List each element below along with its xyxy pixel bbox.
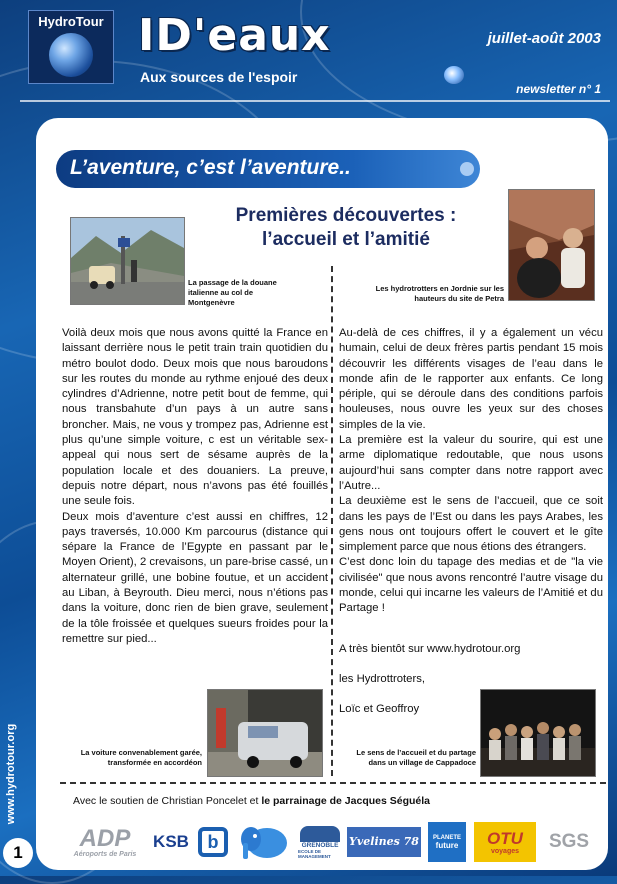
water-drop-icon (444, 66, 464, 84)
tagline: Aux sources de l'espoir (140, 69, 298, 85)
vertical-website (5, 720, 29, 830)
newsletter-brand: ID'eaux (138, 10, 331, 61)
sponsor-sgs-logo: SGS (548, 831, 590, 852)
photo-cappadocia-group (480, 689, 596, 777)
right-paragraph: La première est la valeur du sourire, qui est une arme diplomatique redoutable, que nous usons aujourd’hui sans compter dans notre rapport avec l’Autre... (339, 434, 603, 492)
section-title: L’aventure, c’est l’aventure.. (70, 156, 351, 179)
hydrotour-logo (28, 10, 114, 84)
support-prefix: Avec le soutien de Christian Poncelet et (73, 795, 262, 807)
sponsor-adp-logo: ADP Aéroports de Paris (73, 824, 137, 858)
photo1-caption: La passage de la douane italienne au col de Montgenèvre (188, 278, 277, 307)
photo-customs-montgenevre (70, 217, 185, 305)
signoff-from: les Hydrottroters, (339, 673, 426, 685)
signoff-website: A très bientôt sur www.hydrotour.org (339, 643, 521, 655)
band-dot-icon (460, 162, 474, 176)
photo2-caption: Les hydrotrotters en Jordnie sur les hauteurs du site de Petra (375, 284, 504, 303)
left-column (62, 326, 328, 647)
right-column (339, 326, 603, 617)
sponsor-yvelines-logo: Yvelines 78 (346, 822, 422, 862)
right-paragraph: Au-delà de ces chiffres, il y a également un vécu humain, celui de deux frères partis pendant 15 mois découvrir les différents visages de l’eau dans le monde afin de le rapporter aux enfants. Ce long périple, qui se déroule dans des conditions parfois houleuses, nous ouvre les yeux sur des choses simples de la vie. (339, 327, 603, 431)
globe-icon (49, 33, 93, 77)
signoff-names: Loïc et Geoffroy (339, 703, 420, 715)
right-paragraph: C’est donc loin du tapage des medias et de "la vie civilisée" que nous avons rencontré l’autre visage du monde, celui qui incarne les valeurs de l’Amitié et du Partage ! (339, 556, 603, 615)
left-paragraph: Deux mois d’aventure c’est aussi en chiffres, 12 pays traversés, 10.000 Km parcourus (distance qui sépare la France de l’Egypte en passant par le Moyen Orient), 2 crevaisons, un pare-brise cassé, un alternateur grillé, une bobine foutue, et un accident au Liban, à Beyrouth. Dieu merci, nous n’étions pas dans la voiture, donc rien de bien grave, seulement de la tôle froissée et quelques sueurs froides pour la remettre sur pied... (62, 510, 328, 645)
left-paragraph: Voilà deux mois que nous avons quitté la France en laissant derrière nous le petit train train quotidien du métro boulot dodo. Deux mois que nous baroudons sur les routes du monde au rythme enjoué des deux cylindres d’Adrienne, notre petit bout de femme, qui nous transbahute d’un pays à un autre sans broncher. Mais, ne vous y trompez pas, Adrienne est plus qu’une simple voiture, c est un véritable sex-appeal qui nous sert de sésame auprès de la population locale et des douaniers. La preuve, depuis notre départ, nous n’avons pas été fouillés une seule fois. (62, 327, 328, 508)
vertical-website-text: www.hydrotour.org (5, 723, 18, 825)
issue-date: juillet-août 2003 (487, 30, 601, 47)
photo3-caption: La voiture convenablement garée, transformée en accordéon (80, 748, 202, 767)
sponsor-planete-future-logo: PLANETE future (428, 822, 466, 862)
footer-divider (60, 782, 606, 784)
right-paragraph: La deuxième est le sens de l’accueil, que ce soit dans les pays de l’Est ou dans les pays Arabes, les gens nous ont toujours offert le couvert et le gîte simplement parce que nous étions des étrangers. (339, 495, 603, 554)
sponsor-otu-logo: OTU voyages (474, 822, 536, 862)
article-title-line1: Premières découvertes : (235, 205, 457, 226)
column-divider (331, 266, 333, 776)
support-line (73, 795, 430, 807)
sponsor-grenoble-logo: GRENOBLE ECOLE DE MANAGEMENT (298, 822, 342, 862)
support-bold: le parrainage de Jacques Séguéla (261, 795, 431, 807)
page-number-badge: 1 (3, 838, 33, 868)
sponsor-b-logo: b (194, 822, 232, 862)
article-title (204, 204, 488, 252)
header-divider (20, 100, 610, 102)
sponsor-logos (64, 822, 604, 866)
article-title-line2: l’accueil et l’amitié (262, 229, 430, 250)
sponsor-ksb-logo: KSB (153, 832, 189, 851)
photo-damaged-car (207, 689, 323, 777)
photo4-caption: Le sens de l’accueil et du partage dans un village de Cappadoce (356, 748, 476, 767)
newsletter-number: newsletter n° 1 (516, 82, 601, 96)
photo-petra (508, 189, 595, 301)
logo-name: HydroTour (38, 14, 104, 29)
sponsor-elephant-logo (236, 822, 294, 862)
